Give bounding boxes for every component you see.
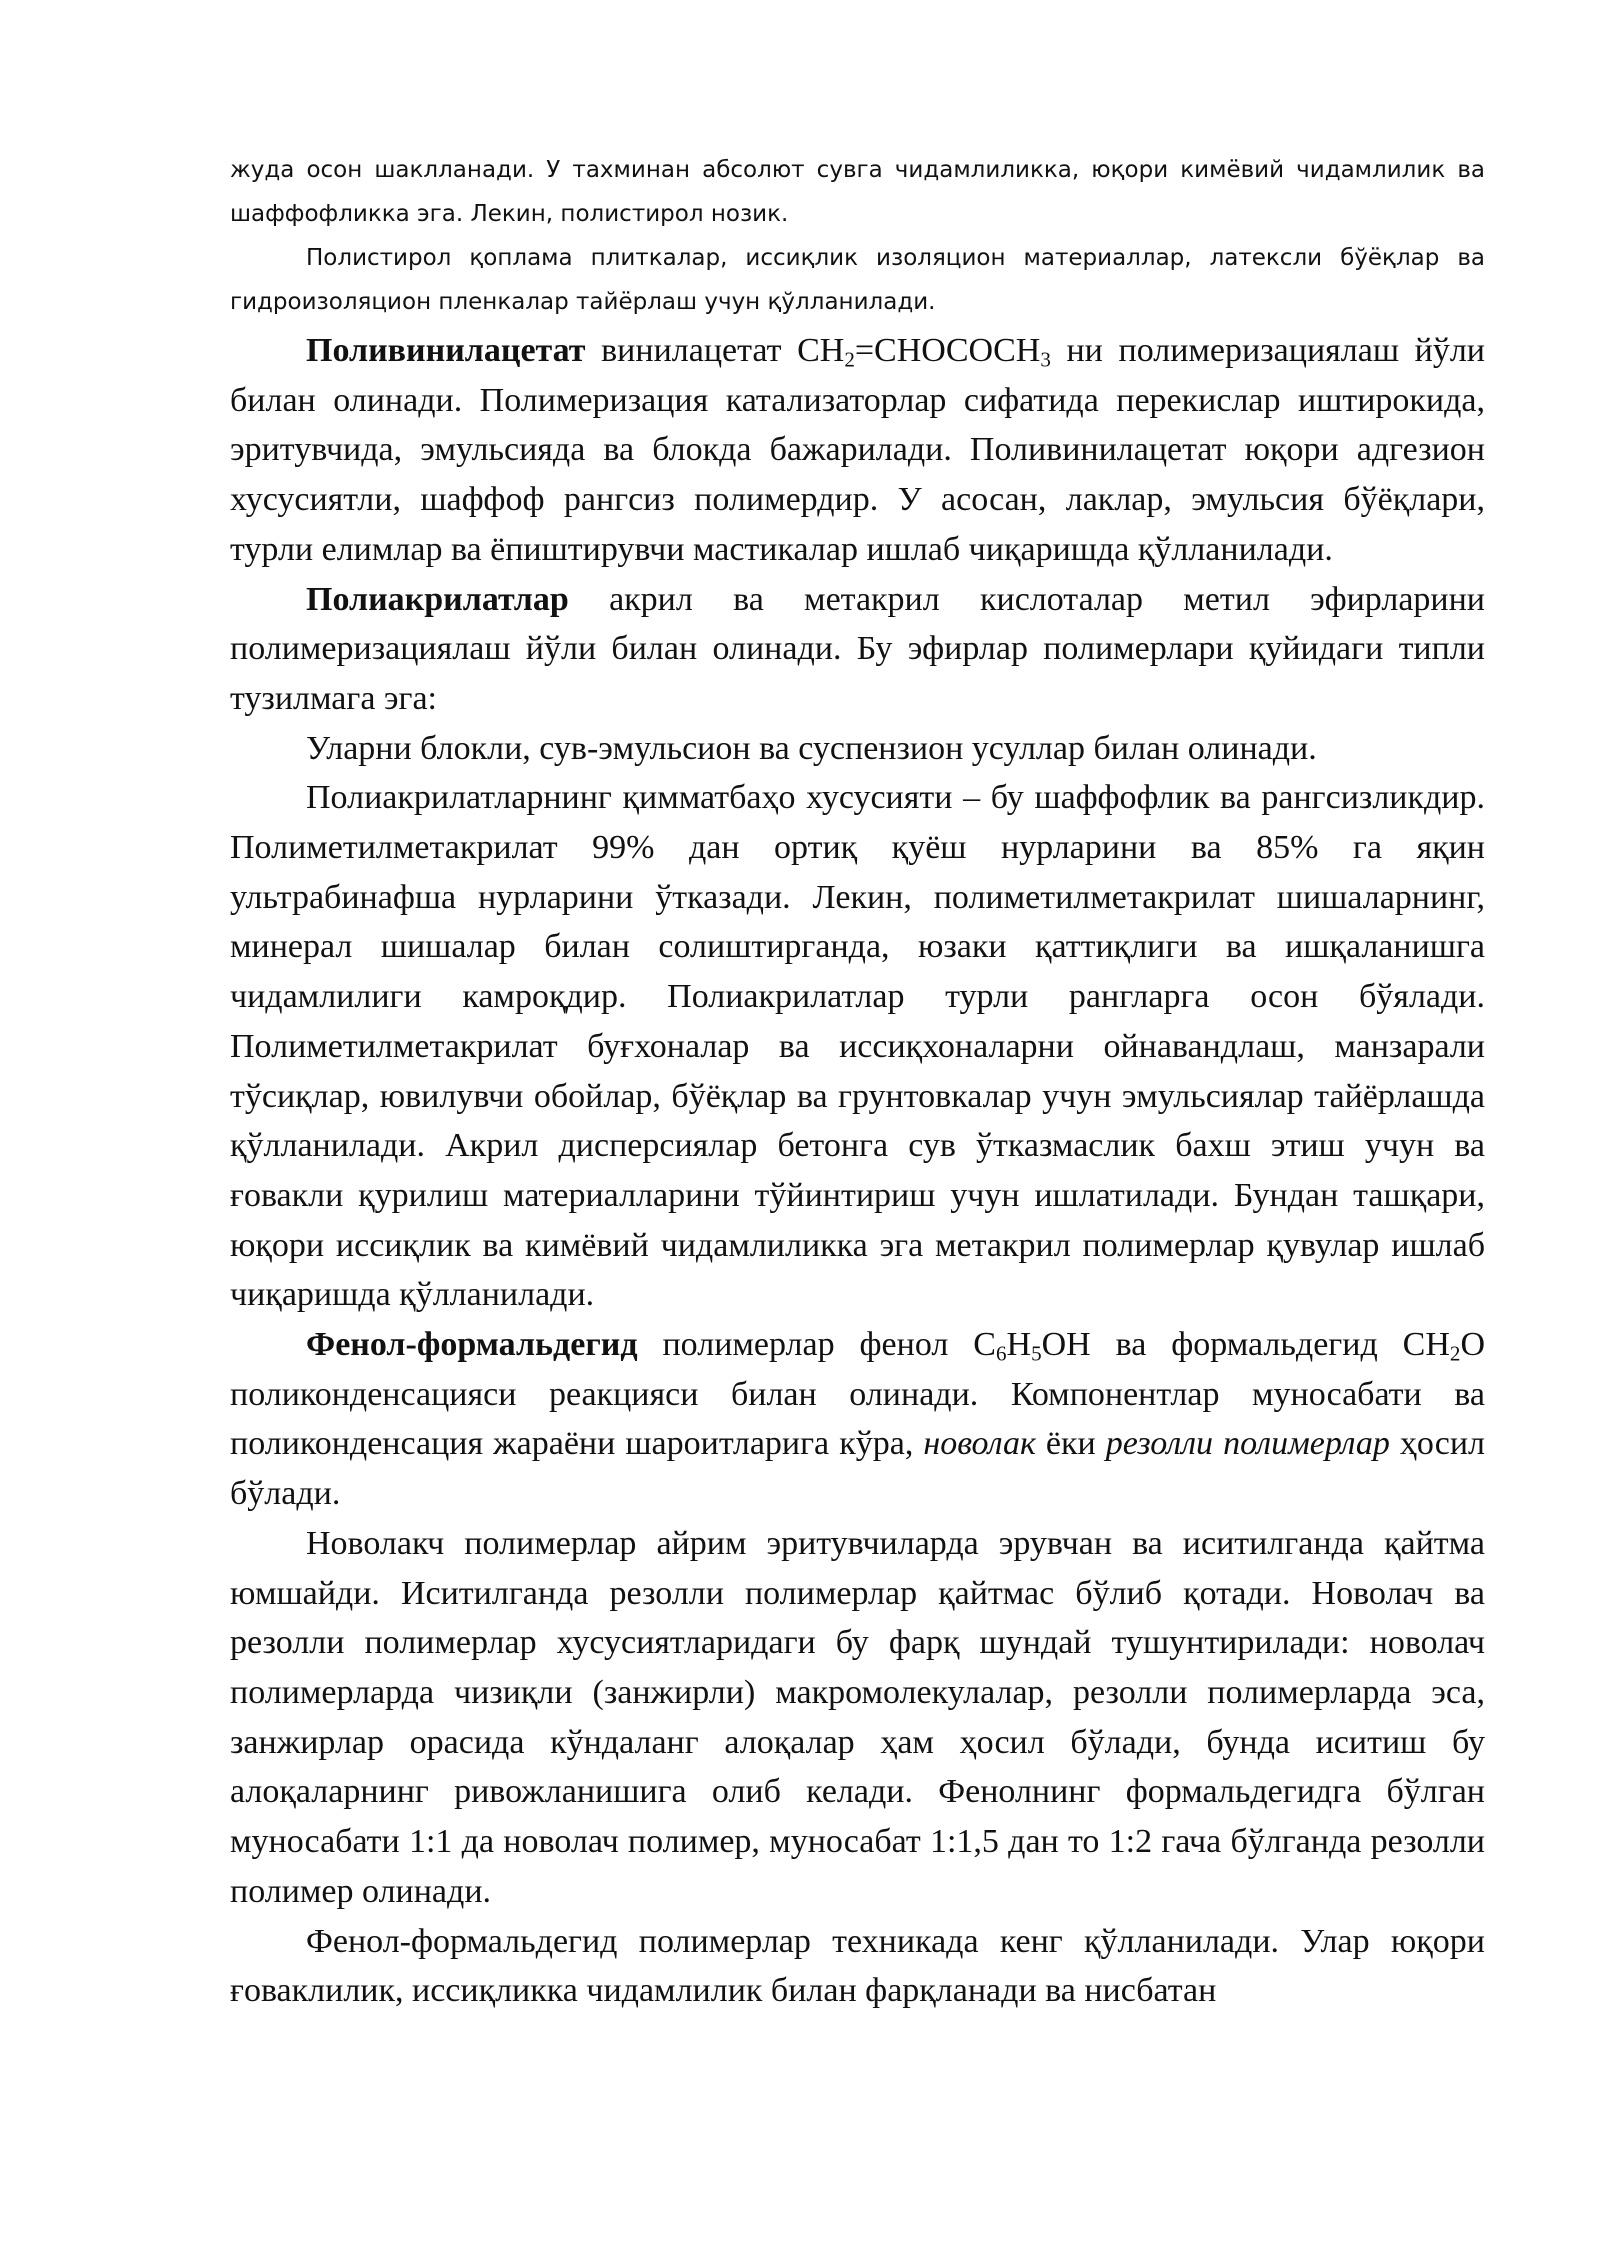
paragraph-polyvinyl-acetate	[230, 326, 1485, 575]
paragraph-novolac-resol: Новолакч полимерлар айрим эритувчиларда эрувчан ва иситилганда қайтма юмшайди. Иситилганда резолли полимерлар қайтмас бўлиб қотади. Новолач ва резолли полимерлар хусусиятларидаги бу фарқ шундай тушунтирилади: новолач полимерларда чизиқли (занжирли) макромолекулалар, резолли полимерларда эса, занжирлар орасида кўндаланг алоқалар ҳам ҳосил бўлади, бунда иситиш бу алоқаларнинг ривожланишига олиб келади. Фенолнинг формальдегидга бўлган муносабати 1:1 да новолач полимер, муносабат 1:1,5 дан то 1:2 гача бўлганда резолли полимер олинади.	[230, 1524, 1485, 1910]
paragraph-phenol-formaldehyde-uses: Фенол-формальдегид полимерлар техникада кенг қўлланилади. Улар юқори ғоваклилик, иссиқликка чидамлилик билан фарқланади ва нисбатан	[230, 1922, 1485, 2010]
subscript: 2	[1449, 1341, 1461, 1366]
subscript: 5	[1031, 1341, 1042, 1366]
text-segment: H	[1006, 1326, 1032, 1364]
subscript: 2	[844, 347, 855, 372]
text-segment: OH ва формальдегид CH	[1041, 1326, 1450, 1364]
term-resol-polymers: резолли полимерлар	[1105, 1425, 1390, 1463]
paragraph-polystyrene-uses: Полистирол қоплама плиткалар, иссиқлик изоляцион материаллар, латексли бўёқлар ва гидроизоляцион пленкалар тайёрлаш учун қўлланилади.	[230, 245, 1485, 315]
paragraph-production-methods: Уларни блокли, сув-эмульсион ва суспензион усуллар билан олинади.	[306, 729, 1317, 767]
term-phenol-formaldehyde: Фенол-формальдегид	[306, 1326, 638, 1364]
paragraph-polyacrylates	[230, 575, 1485, 724]
term-polyvinyl-acetate: Поливинилацетат	[306, 332, 586, 369]
paragraph-polyacrylates-properties: Полиакрилатларнинг қимматбаҳо хусусияти – бу шаффофлик ва рангсизликдир. Полиметилметакрилат 99% дан ортиқ қуёш нурларини ва 85% га яқин ультрабинафша нурларини ўтказади. Лекин, полиметилметакрилат шишаларнинг, минерал шишалар билан солиштирганда, юзаки қаттиқлиги ва ишқаланишга чидамлилиги камроқдир. Полиакрилатлар турли рангларга осон бўялади. Полиметилметакрилат буғхоналар ва иссиқхоналарни ойнавандлаш, манзарали тўсиқлар, ювилувчи обойлар, бўёқлар ва грунтовкалар учун эмульсиялар тайёрлашда қўлланилади. Акрил дисперсиялар бетонга сув ўтказмаслик бахш этиш учун ва ғовакли қурилиш материалларини тўйинтириш учун ишлатилади. Бундан ташқари, юқори иссиқлик ва кимёвий чидамлиликка эга метакрил полимерлар қувулар ишлаб чиқаришда қўлланилади.	[230, 779, 1485, 1314]
term-polyacrylates: Полиакрилатлар	[306, 580, 569, 618]
term-novolac: новолак	[923, 1425, 1036, 1463]
subscript: 3	[1040, 347, 1051, 372]
text-segment: O поликонденсацияси реакцияси билан олинади. Компонентлар муносабати ва поликонденсация жараёни шароитларига кўра,	[230, 1326, 1485, 1463]
text-segment: =CHOCOCH	[854, 332, 1041, 369]
text-segment: винилацетат CH	[585, 332, 845, 369]
subscript: 6	[995, 1341, 1007, 1366]
text-segment: ёки	[1035, 1425, 1106, 1463]
text-segment: полимерлар фенол C	[637, 1326, 996, 1364]
text-segment: акрил ва метакрил кислоталар метил эфирларини полимеризациялаш йўли билан олинади. Бу эфирлар полимерлари қуйидаги типли тузилмага эга:	[230, 580, 1485, 717]
paragraph-polystyrene-properties: жуда осон шаклланади. У тахминан абсолют сувга чидамлиликка, юқори кимёвий чидамлилик ва шаффофликка эга. Лекин, полистирол нозик.	[230, 157, 1485, 227]
text-segment: ни полимеризациялаш йўли билан олинади. Полимеризация катализаторлар сифатида перекислар иштирокида, эритувчида, эмульсияда ва блокда бажарилади. Поливинилацетат юқори адгезион хусусиятли, шаффоф рангсиз полимердир. У асосан, лаклар, эмульсия бўёқлари, турли елимлар ва ёпиштирувчи мастикалар ишлаб чиқаришда қўлланилади.	[230, 332, 1486, 568]
paragraph-phenol-formaldehyde	[230, 1320, 1485, 1519]
text-segment: ҳосил бўлади.	[230, 1425, 1485, 1513]
